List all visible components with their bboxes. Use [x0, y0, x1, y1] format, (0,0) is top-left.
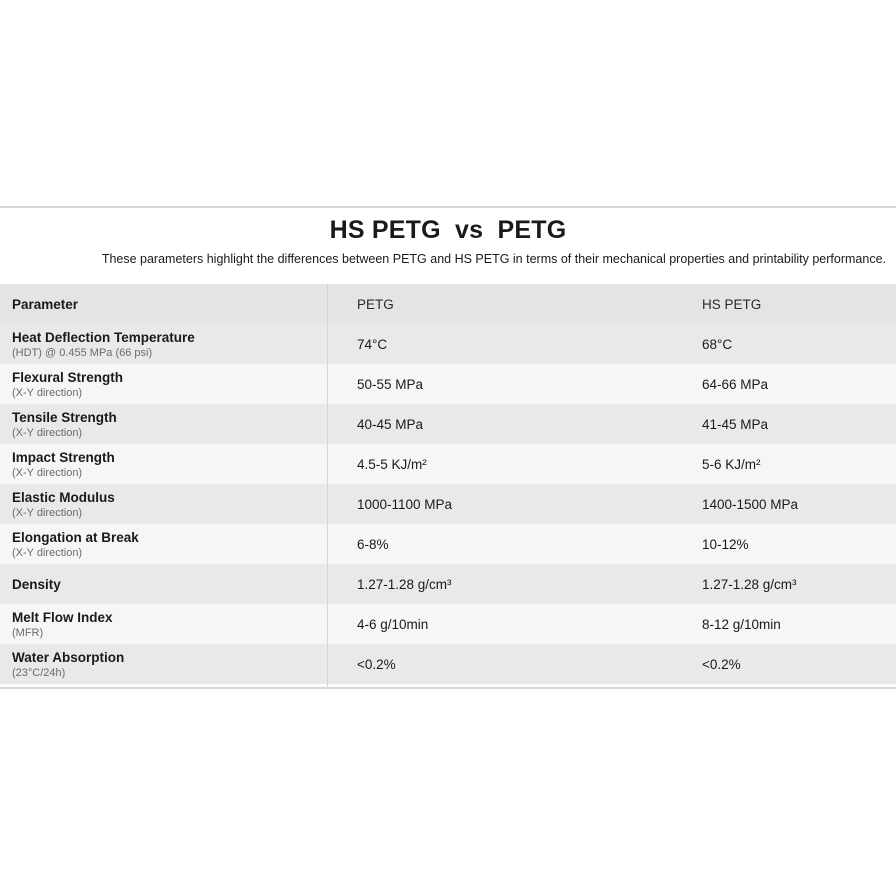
header-parameter: Parameter: [12, 296, 79, 312]
table-row: [0, 484, 896, 524]
hs-petg-value: 1.27-1.28 g/cm³: [702, 576, 797, 592]
parameter-note: (X-Y direction): [12, 466, 83, 479]
petg-value: 50-55 MPa: [357, 376, 424, 392]
parameter-name: Elastic Modulus: [12, 489, 115, 505]
table-row: [0, 404, 896, 444]
hs-petg-value: 1400-1500 MPa: [702, 496, 799, 512]
table-row: [0, 604, 896, 644]
table-row: [0, 444, 896, 484]
comparison-table: [0, 284, 896, 684]
hs-petg-value: 64-66 MPa: [702, 376, 769, 392]
parameter-note: (23°C/24h): [12, 666, 66, 679]
petg-value: 4-6 g/10min: [357, 616, 429, 632]
parameter-name: Flexural Strength: [12, 369, 124, 385]
table-header-row: [0, 284, 896, 324]
comparison-panel: [0, 206, 896, 689]
hs-petg-value: 10-12%: [702, 536, 749, 552]
table-row: [0, 644, 896, 684]
page-title: HS PETG vs PETG: [329, 216, 567, 244]
header-hs-petg: HS PETG: [702, 296, 762, 312]
hs-petg-value: 68°C: [702, 336, 733, 352]
parameter-name: Heat Deflection Temperature: [12, 329, 195, 345]
parameter-name: Melt Flow Index: [12, 609, 113, 625]
petg-value: 1000-1100 MPa: [357, 496, 453, 512]
table-row: [0, 524, 896, 564]
parameter-note: (X-Y direction): [12, 506, 83, 519]
column-divider: [327, 284, 328, 687]
hs-petg-value: 5-6 KJ/m²: [702, 456, 761, 472]
table-row: [0, 324, 896, 364]
parameter-name: Water Absorption: [12, 649, 125, 665]
table-row: [0, 564, 896, 604]
parameter-name: Density: [12, 576, 61, 592]
parameter-name: Tensile Strength: [12, 409, 117, 425]
parameter-name: Impact Strength: [12, 449, 115, 465]
petg-value: 74°C: [357, 336, 388, 352]
petg-value: 40-45 MPa: [357, 416, 424, 432]
hs-petg-value: 41-45 MPa: [702, 416, 769, 432]
hs-petg-value: 8-12 g/10min: [702, 616, 781, 632]
parameter-note: (MFR): [12, 626, 44, 639]
parameter-note: (HDT) @ 0.455 MPa (66 psi): [12, 346, 153, 359]
petg-value: <0.2%: [357, 656, 396, 672]
petg-value: 1.27-1.28 g/cm³: [357, 576, 452, 592]
parameter-name: Elongation at Break: [12, 529, 139, 545]
petg-value: 6-8%: [357, 536, 389, 552]
header-petg: PETG: [357, 296, 394, 312]
petg-value: 4.5-5 KJ/m²: [357, 456, 427, 472]
page-subtitle: These parameters highlight the differences between PETG and HS PETG in terms of their mechanical properties and printability performance.: [101, 252, 886, 266]
hs-petg-value: <0.2%: [702, 656, 741, 672]
parameter-note: (X-Y direction): [12, 546, 83, 559]
parameter-note: (X-Y direction): [12, 386, 83, 399]
parameter-note: (X-Y direction): [12, 426, 83, 439]
table-row: [0, 364, 896, 404]
